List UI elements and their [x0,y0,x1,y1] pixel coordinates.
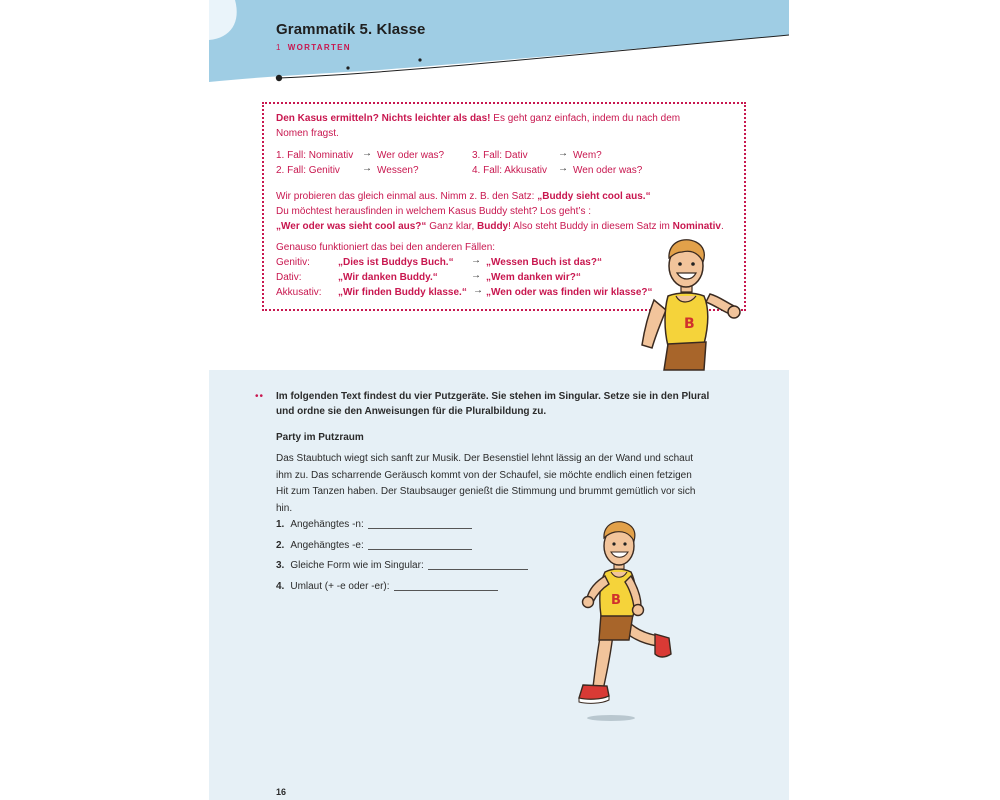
item-number: 2. [276,540,285,551]
example-question: „Wen oder was finden wir klasse?“ [486,287,653,298]
answer-item [276,519,472,530]
item-label: Umlaut (+ -e oder -er): [290,581,390,592]
answer-blank[interactable] [368,549,472,550]
item-number: 1. [276,519,285,530]
intro-line-2: Nomen fragst. [276,128,339,139]
item-label: Angehängtes -n: [290,519,364,530]
section-name: WORTARTEN [287,43,351,52]
try-answer: Buddy [477,221,509,232]
shirt-letter: B [611,593,621,608]
instruction-line: Im folgenden Text findest du vier Putzgeräte. Sie stehen im Singular. Setze sie in den Plural [276,391,710,402]
example-case: Dativ: [276,272,302,283]
arrow-icon: → [558,148,568,159]
try-line-3 [276,219,724,234]
page-title: Grammatik 5. Klasse [276,21,426,38]
story-line: Hit zum Tanzen haben. Der Staubsauger genießt die Stimmung und brummt gemütlich vor sich [276,486,696,497]
example-sentence: „Wir danken Buddy.“ [338,272,438,283]
section-number: 1 [276,43,282,52]
mascot-illustration-top [634,240,744,370]
try-line-2: Du möchtest herausfinden in welchem Kasus Buddy steht? Los geht’s : [276,206,591,217]
story-line: hin. [276,502,293,514]
answer-blank[interactable] [368,528,472,529]
item-label: Gleiche Form wie im Singular: [290,560,424,571]
page-number: 16 [276,787,287,797]
try-line-1 [276,189,651,204]
case-question: Wessen? [377,165,419,176]
case-label: 4. Fall: Akkusativ [472,165,548,176]
arrow-icon: → [471,270,481,281]
other-cases-intro: Genauso funktioniert das bei den anderen Fällen: [276,242,496,253]
story-line: Das Staubtuch wiegt sich sanft zur Musik. Der Besenstiel lehnt lässig an der Wand und schaut [276,453,694,464]
example-question: „Wessen Buch ist das?“ [486,257,602,268]
item-label: Angehängtes -e: [290,540,364,551]
exercise-instruction [276,389,746,419]
timeline-dot [276,75,282,81]
timeline-dot [418,58,421,61]
timeline-dot [346,66,349,69]
example-case: Akkusativ: [276,287,322,298]
case-question: Wer oder was? [377,150,445,161]
try-text: . [720,221,724,232]
workbook-page [209,0,789,800]
intro-line [276,111,680,126]
answer-item [276,581,498,592]
try-text: ! Also steht Buddy in diesem Satz im [508,221,673,232]
intro-bold: Den Kasus ermitteln? Nichts leichter als das! [276,113,491,124]
item-number: 3. [276,560,285,571]
answer-blank[interactable] [428,569,528,570]
header-sky-band [209,0,789,110]
story-title: Party im Putzraum [276,432,364,443]
difficulty-dots: •• [255,391,265,402]
arrow-icon: → [473,285,483,296]
answer-item [276,560,528,571]
shirt-letter: B [684,316,695,332]
try-sentence: „Buddy sieht cool aus.“ [537,191,651,202]
case-label: 1. Fall: Nominativ [276,150,354,161]
example-case: Genitiv: [276,257,310,268]
item-number: 4. [276,581,285,592]
arrow-icon: → [471,255,481,266]
case-question: Wem? [573,150,602,161]
arrow-icon: → [558,163,568,174]
arrow-icon: → [362,163,372,174]
answer-blank[interactable] [394,590,498,591]
example-sentence: „Dies ist Buddys Buch.“ [338,257,454,268]
example-sentence: „Wir finden Buddy klasse.“ [338,287,467,298]
story-line: ihm zu. Das scharrende Geräusch kommt von der Schaufel, sie möchte endlich einen fetzigen [276,469,692,481]
try-text: Wir probieren das gleich einmal aus. Nimm z. B. den Satz: [276,191,538,202]
try-question: „Wer oder was sieht cool aus?“ [276,221,427,232]
case-question: Wen oder was? [573,165,643,176]
intro-rest: Es geht ganz einfach, indem du nach dem [490,113,681,124]
example-question: „Wem danken wir?“ [486,272,581,283]
section-label [276,43,351,52]
arrow-icon: → [362,148,372,159]
instruction-line: und ordne sie den Anweisungen für die Pluralbildung zu. [276,406,547,417]
story-text [276,451,746,517]
case-label: 2. Fall: Genitiv [276,165,340,176]
answer-item [276,540,472,551]
try-case: Nominativ [672,221,721,232]
case-label: 3. Fall: Dativ [472,150,528,161]
try-text: Ganz klar, [426,221,477,232]
mascot-illustration-running [571,522,681,727]
